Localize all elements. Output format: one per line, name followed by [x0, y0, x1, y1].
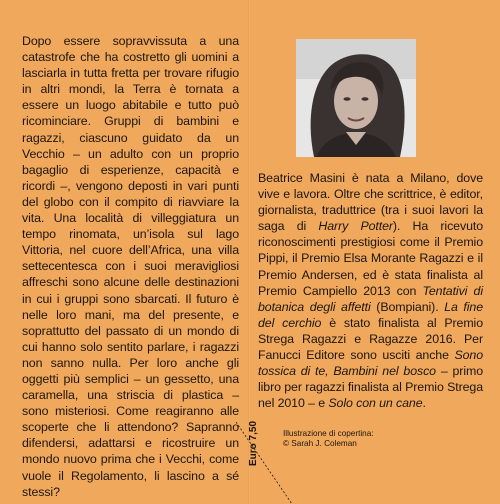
cut-line-icon	[236, 422, 306, 504]
title-solo-con-un-cane: Solo con un cane	[328, 396, 423, 411]
title-fine-del-cerchio: La fine del cerchio	[258, 299, 484, 330]
price-label: Euro 7,50	[248, 420, 259, 466]
price-corner	[236, 422, 306, 504]
book-synopsis	[22, 33, 239, 500]
credit-name: © Sarah J. Coleman	[283, 439, 357, 448]
credit-label: Illustrazione di copertina:	[283, 429, 374, 438]
author-portrait-image	[296, 39, 416, 157]
title-harry-potter: Harry Potter	[318, 219, 393, 234]
synopsis-text: Dopo essere sopravvissuta a una catastrofe che ha costretto gli uomini a lasciarla in tutta fretta per trovare rifugio in altri mondi, la Terra è tornata a essere un luogo abitabile e tutto può ricominciare. Gruppi di bambini e ragazzi, ciascuno guidato da un Vecchio – un adulto con un proprio bagaglio di esperienze, capacità e ricordi –, vengono deposti in vari punti del globo con il compito di riavviare la vita. Una località di villeggiatura un tempo rinomata, un’isola sul lago Vittoria, nel cuore dell’Africa, una villa settecentesca con i suoi meravigliosi affreschi sono alcune delle destinazioni in cui i gruppi sono sbarcati. Il futuro è nelle loro mani, ma del presente, e soprattutto del passato di un mondo di cui hanno solo sentito parlare, i ragazzi non sanno nulla. Per loro anche gli oggetti più semplici – un gessetto, una caramella, una striscia di plastica – sono misteriosi. Come reagiranno alle scoperte che li attendono? Sapranno difendersi, adattarsi e ricostruire un mondo nuovo prima che i Vecchi, come vuole il Regolamento, li lascino a sé stessi?	[22, 34, 239, 499]
author-photo	[296, 39, 416, 157]
title-sono-tossica: Sono tossica di te, Bambini nel bosco	[258, 348, 483, 379]
title-tentativi: Tentativi di botanica degli affetti	[258, 283, 483, 314]
author-bio-paragraph: Beatrice Masini è nata a Milano, dove vive e lavora. Oltre che scrittrice, è editor, giornalista, traduttrice (tra i suoi lavori la saga di Harry Potter). Ha ricevuto riconoscimenti prestigiosi come il Premio Pippi, il Premio Elsa Morante Ragazzi e il Premio Andersen, ed è stata finalista al Premio Campiello 2013 con Tentativi di botanica degli affetti (Bompiani). La fine del cerchio è stato finalista al Premio Strega Ragazzi e Ragazze 2016. Per Fanucci Editore sono usciti anche Sono tossica di te, Bambini nel bosco – primo libro per ragazzi finalista al Premio Strega nel 2010 – e Solo con un cane.	[258, 171, 484, 411]
author-biography	[258, 170, 483, 411]
back-flap-left	[0, 0, 248, 504]
